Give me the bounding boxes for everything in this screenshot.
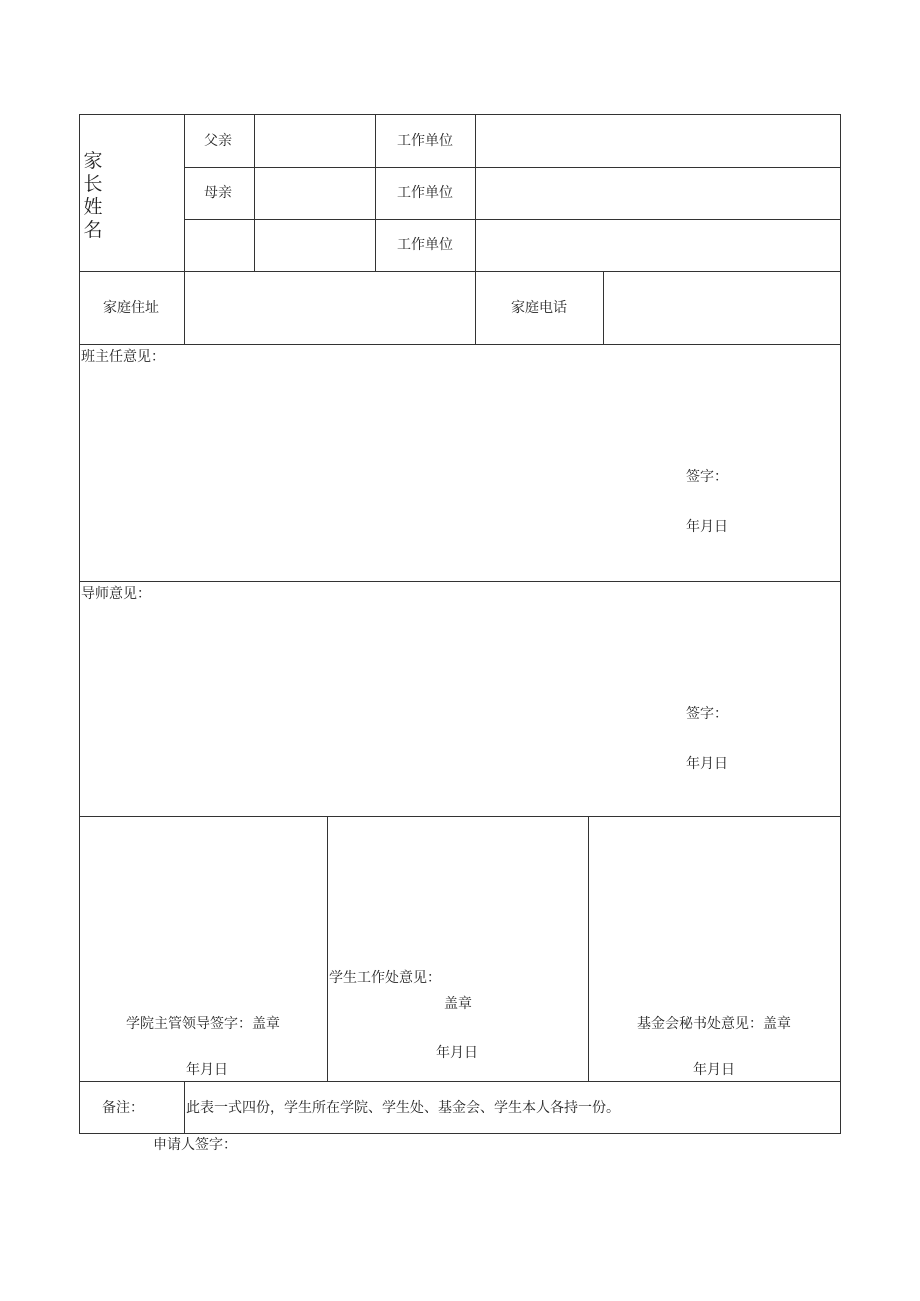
col-divider <box>184 114 185 345</box>
table-border-left <box>79 114 80 1134</box>
col-divider <box>475 114 476 345</box>
parents-name-char: 名 <box>83 219 103 241</box>
row-divider <box>79 344 841 345</box>
parents-name-char: 姓 <box>83 196 103 218</box>
remarks-label: 备注： <box>102 1100 144 1116</box>
col-divider <box>327 816 328 1082</box>
row-divider <box>79 581 841 582</box>
student-affairs-opinion-label: 学生工作处意见： <box>329 970 441 986</box>
home-address-label: 家庭住址 <box>103 300 159 316</box>
college-leader-sign-label: 学院主管领导签字：盖章 <box>126 1016 280 1032</box>
work-unit-label-2: 工作单位 <box>397 185 453 201</box>
row-divider <box>184 167 841 168</box>
col-divider <box>184 1081 185 1134</box>
table-border-right <box>840 114 841 1134</box>
parents-name-char: 长 <box>83 173 103 195</box>
work-unit-label-3: 工作单位 <box>397 237 453 253</box>
mentor-date-label: 年月日 <box>686 756 728 772</box>
table-border-top <box>79 114 841 115</box>
home-phone-label: 家庭电话 <box>511 300 567 316</box>
foundation-date-label: 年月日 <box>693 1062 735 1078</box>
head-teacher-opinion-label: 班主任意见： <box>81 349 165 365</box>
row-divider <box>79 816 841 817</box>
row-divider <box>79 1081 841 1082</box>
college-date-label: 年月日 <box>186 1062 228 1078</box>
col-divider <box>603 271 604 345</box>
col-divider <box>375 114 376 272</box>
head-teacher-sign-label: 签字： <box>686 469 728 485</box>
head-teacher-date-label: 年月日 <box>686 519 728 535</box>
col-divider <box>588 816 589 1082</box>
table-border-bottom <box>79 1133 841 1134</box>
mentor-opinion-label: 导师意见： <box>81 586 151 602</box>
foundation-opinion-label: 基金会秘书处意见：盖章 <box>637 1016 791 1032</box>
student-affairs-seal-label: 盖章 <box>444 996 472 1012</box>
parents-name-char: 家 <box>83 150 103 172</box>
work-unit-label-1: 工作单位 <box>397 133 453 149</box>
row-divider <box>79 271 841 272</box>
col-divider <box>254 114 255 272</box>
parents-name-label <box>82 150 104 242</box>
mentor-sign-label: 签字： <box>686 706 728 722</box>
applicant-sign-label: 申请人签字： <box>153 1137 237 1153</box>
row-divider <box>184 219 841 220</box>
mother-label: 母亲 <box>204 185 232 201</box>
father-label: 父亲 <box>204 133 232 149</box>
student-affairs-date-label: 年月日 <box>436 1045 478 1061</box>
remarks-text: 此表一式四份，学生所在学院、学生处、基金会、学生本人各持一份。 <box>186 1100 620 1116</box>
